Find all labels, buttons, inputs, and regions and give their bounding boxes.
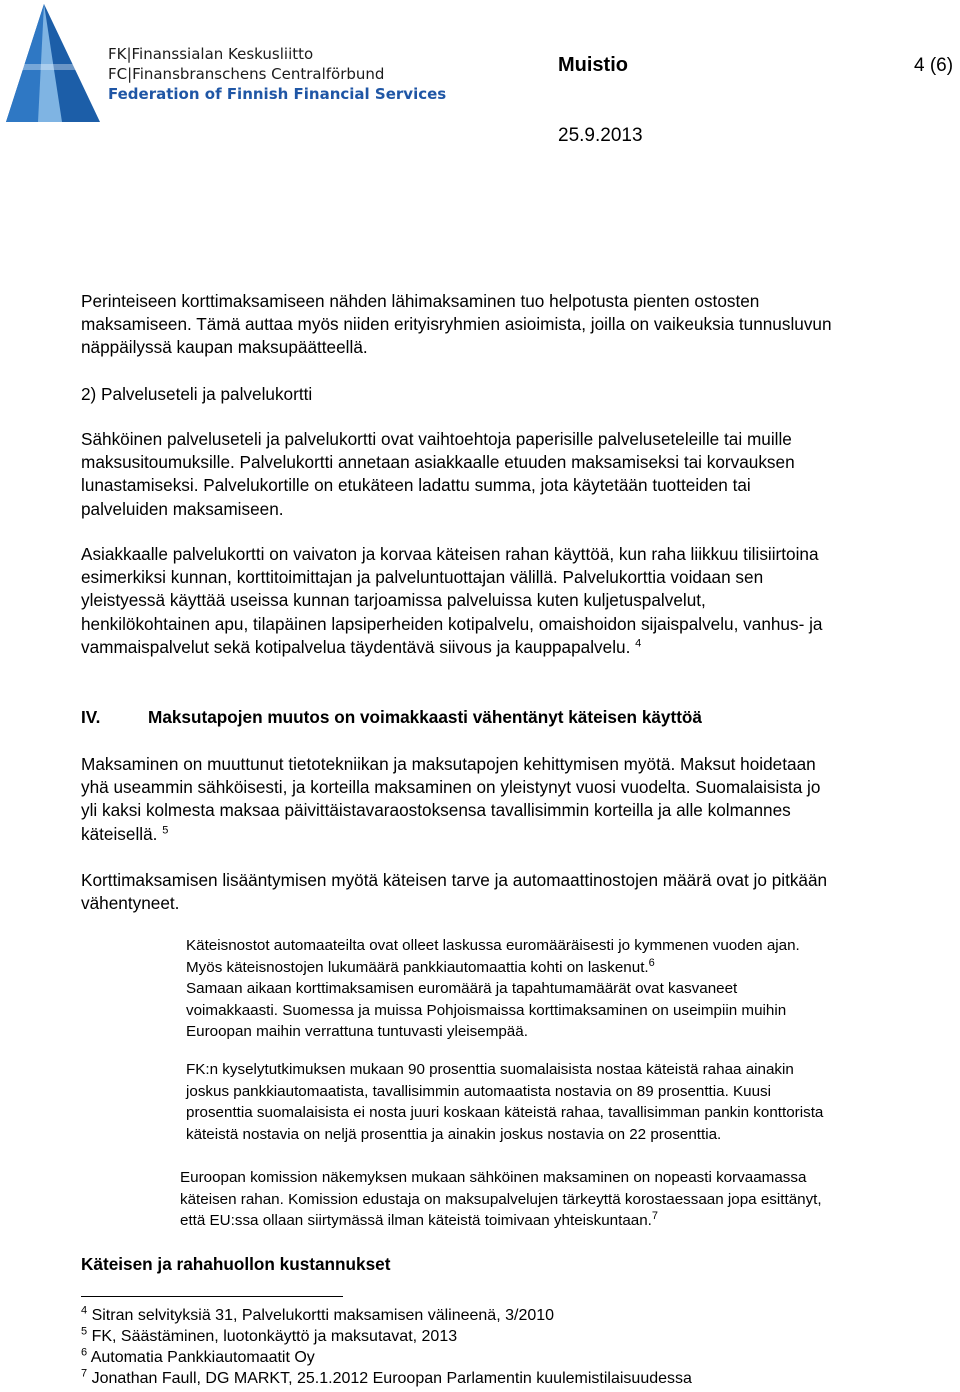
text-line: Euroopan komission näkemyksen mukaan sähköinen maksaminen on nopeasti korvaamassa xyxy=(180,1169,807,1186)
footnote-5 xyxy=(81,1327,457,1347)
text-line: voimakkaasti. Suomessa ja muissa Pohjoismaissa korttimaksaminen on useimpiin muihin xyxy=(186,1001,787,1019)
footnote-text: Sitran selvityksiä 31, Palvelukortti maksamisen välineenä, 3/2010 xyxy=(91,1307,555,1324)
footnote-7 xyxy=(81,1369,692,1389)
footnote-number: 6 xyxy=(81,1346,88,1359)
text-line xyxy=(81,823,820,846)
org-name-fi: FK|Finanssialan Keskusliitto xyxy=(108,45,314,63)
org-name-en: Federation of Finnish Financial Services xyxy=(108,85,447,103)
paragraph-cash-decline xyxy=(81,869,827,915)
text-line: lunastamiseksi. Palvelukortille on etukäteen ladattu summa, jota käytetään tuotteiden tai xyxy=(81,475,751,496)
text-line-content: käteisellä. xyxy=(81,823,158,844)
footnote-6 xyxy=(81,1348,315,1368)
text-line: Perinteiseen korttimaksamiseen nähden lähimaksaminen tuo helpotusta pienten ostosten xyxy=(81,291,760,311)
text-line: maksamiseen. Tämä auttaa myös niiden erityisryhmien asioimista, joilla on vaikeuksia tunnusluvun xyxy=(81,314,832,335)
text-line: FK:n kyselytutkimuksen mukaan 90 prosenttia suomalaisista nostaa käteistä rahaa ainakin xyxy=(186,1061,794,1078)
text-line xyxy=(180,1210,822,1232)
page-number: 4 (6) xyxy=(914,55,954,76)
section-title: Maksutapojen muutos on voimakkaasti vähentänyt käteisen käyttöä xyxy=(148,707,702,727)
text-line: Asiakkaalle palvelukortti on vaivaton ja korvaa käteisen rahan käyttöä, kun raha liikkuu tilisiirtoina xyxy=(81,544,819,564)
text-line-content: Myös käteisnostojen lukumäärä pankkiautomaattia kohti on laskenut. xyxy=(186,958,649,976)
indented-block-survey xyxy=(186,1059,823,1145)
text-line xyxy=(81,636,822,659)
text-line-content: että EU:ssa ollaan siirtymässä ilman käteistä toimivaan yhteiskuntaan. xyxy=(180,1212,652,1230)
text-line: prosenttia suomalaisista ei nosta juuri koskaan käteistä rahaa, tavallisimman pankin konttorista xyxy=(186,1104,824,1122)
section-number: IV. xyxy=(81,707,101,727)
text-line: Sähköinen palveluseteli ja palvelukortti ovat vaihtoehtoja paperisille palveluseteleille tai muille xyxy=(81,429,792,449)
text-line: käteistä nostavia on neljä prosenttia ja ainakin joskus nostavia on 22 prosenttia. xyxy=(186,1125,722,1143)
footnote-ref[interactable]: 6 xyxy=(648,956,655,969)
paragraph-service-card xyxy=(81,543,822,659)
text-line: Maksaminen on muuttunut tietotekniikan ja maksutapojen kehittymisen myötä. Maksut hoidetaan xyxy=(81,754,816,774)
text-line: maksusitoumuksille. Palvelukortti annetaan asiakkaalle etuuden maksamiseksi tai korvauksen xyxy=(81,452,795,473)
paragraph-payment-change xyxy=(81,753,820,846)
subheading-service-voucher: 2) Palveluseteli ja palvelukortti xyxy=(81,384,313,404)
footnote-ref[interactable]: 7 xyxy=(651,1210,658,1223)
text-line: yleistyessä käyttää useissa kunnan tarjoamissa palveluissa kuten kuljetuspalvelut, xyxy=(81,590,706,611)
text-line: näppäilyssä kaupan maksupäätteellä. xyxy=(81,337,368,358)
footnote-4 xyxy=(81,1306,554,1326)
text-line: vähentyneet. xyxy=(81,893,180,914)
text-line: Euroopan maihin verrattuna tuntuvasti yleisempää. xyxy=(186,1023,528,1041)
text-line: Käteisnostot automaateilta ovat olleet laskussa euromääräisesti jo kymmenen vuoden ajan. xyxy=(186,937,800,954)
text-line: Samaan aikaan korttimaksamisen euromäärä ja tapahtumamäärät ovat kasvaneet xyxy=(186,980,738,998)
text-line: esimerkiksi kunnan, korttitoimittajan ja palveluntuottajan välillä. Palvelukorttia voidaan sen xyxy=(81,567,764,588)
paragraph-service-voucher xyxy=(81,428,795,521)
text-line: henkilökohtainen apu, tilapäinen lapsiperheiden kotipalvelu, omaishoidon sijaispalvelu, vanhus- ja xyxy=(81,613,823,634)
footnote-text: FK, Säästäminen, luotonkäyttö ja maksutavat, 2013 xyxy=(91,1328,458,1345)
document-type: Muistio xyxy=(558,54,628,76)
fk-logo-icon xyxy=(4,4,100,122)
footnote-ref[interactable]: 5 xyxy=(162,823,169,836)
footnote-text: Automatia Pankkiautomaatit Oy xyxy=(90,1349,315,1366)
paragraph-contactless xyxy=(81,290,832,360)
footnote-number: 5 xyxy=(81,1325,88,1338)
text-line: yli kaksi kolmesta maksaa päivittäistavaraostoksensa tavallisimmin korteilla ja alle kolmannes xyxy=(81,800,791,821)
indented-block-eu-commission xyxy=(180,1167,822,1232)
text-line: joskus pankkiautomaatista, tavallisimmin automaatista nostavia on 89 prosenttia. Kuusi xyxy=(186,1082,772,1100)
footnote-number: 7 xyxy=(81,1367,88,1380)
footnote-ref[interactable]: 4 xyxy=(635,637,642,650)
org-name-sv: FC|Finansbranschens Centralförbund xyxy=(108,65,385,83)
footnote-number: 4 xyxy=(81,1304,88,1317)
heading-cash-costs: Käteisen ja rahahuollon kustannukset xyxy=(81,1254,391,1274)
indented-block-atm-withdrawals xyxy=(186,935,800,1043)
text-line xyxy=(186,957,800,979)
text-line: Korttimaksamisen lisääntymisen myötä käteisen tarve ja automaattinostojen määrä ovat jo pitkään xyxy=(81,870,828,890)
text-line-content: vammaispalvelut sekä kotipalvelua täydentävä siivous ja kauppapalvelu. xyxy=(81,636,636,657)
document-date: 25.9.2013 xyxy=(558,125,643,146)
text-line: yhä useammin sähköisesti, ja korteilla maksaminen on yleistynyt vuosi vuodelta. Suomalaisista jo xyxy=(81,777,821,798)
footnote-text: Jonathan Faull, DG MARKT, 25.1.2012 Euroopan Parlamentin kuulemistilaisuudessa xyxy=(91,1370,692,1387)
text-line: palveluiden maksamiseen. xyxy=(81,498,284,519)
footnote-divider xyxy=(81,1296,343,1297)
text-line: käteisen rahan. Komission edustaja on maksupalvelujen tärkeyttä korostaessaan jopa esittänyt, xyxy=(180,1190,822,1208)
